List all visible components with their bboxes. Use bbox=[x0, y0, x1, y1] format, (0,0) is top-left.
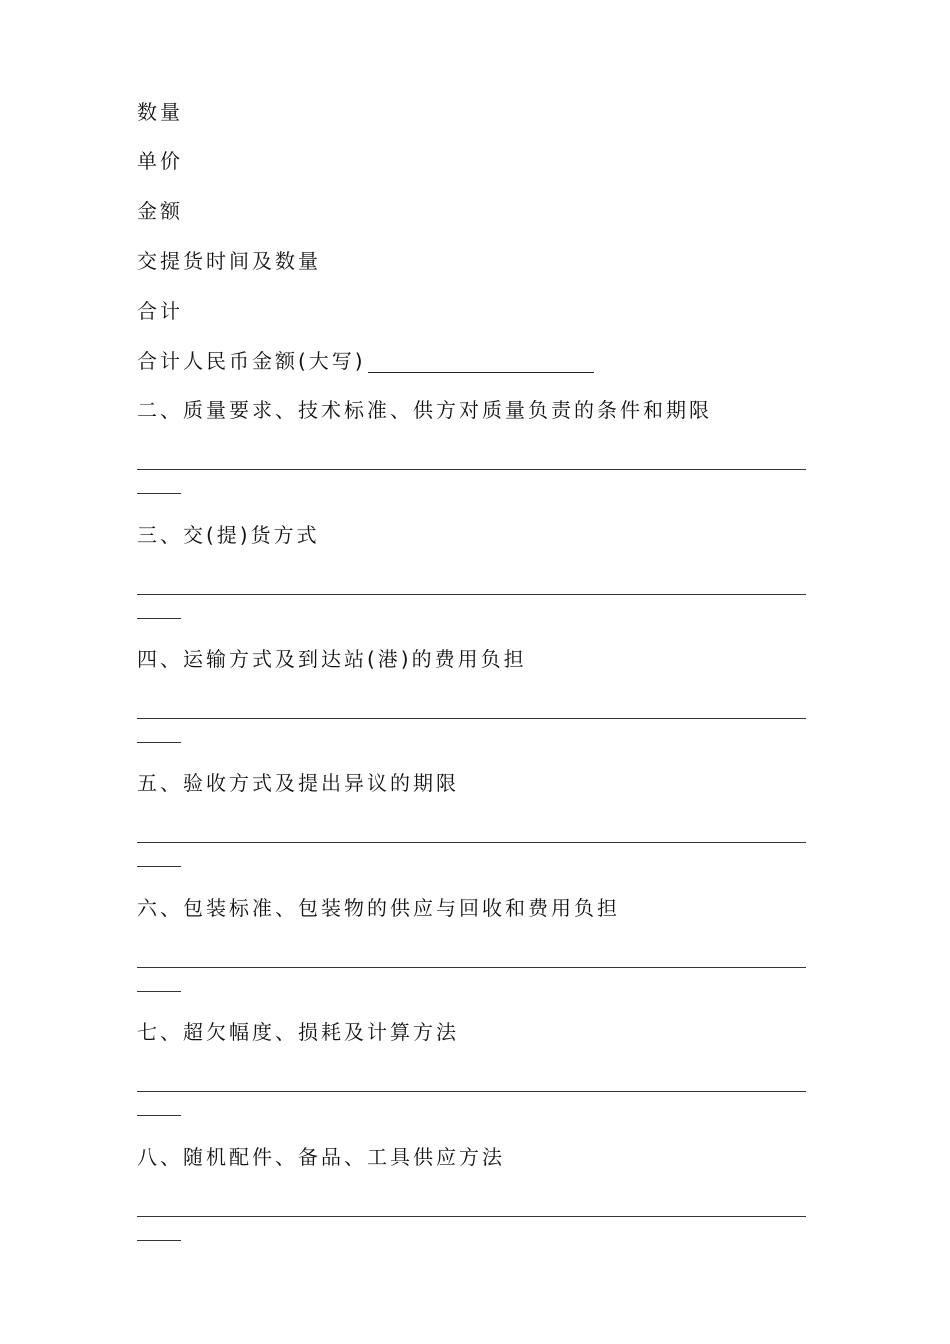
field-total: 合计 bbox=[137, 299, 183, 323]
field-total-rmb-label: 合计人民币金额(大写) bbox=[137, 349, 366, 373]
field-quantity: 数量 bbox=[137, 100, 183, 124]
field-delivery-time-qty: 交提货时间及数量 bbox=[137, 249, 321, 273]
section-4-fill-line-continued[interactable] bbox=[137, 742, 181, 743]
section-2-fill-line[interactable] bbox=[137, 469, 806, 470]
section-3-fill-line[interactable] bbox=[137, 594, 806, 595]
section-5-fill-line[interactable] bbox=[137, 842, 806, 843]
field-unit-price: 单价 bbox=[137, 149, 183, 173]
section-7-fill-line[interactable] bbox=[137, 1091, 806, 1092]
section-3-fill-line-continued[interactable] bbox=[137, 618, 181, 619]
section-8-fill-line-continued[interactable] bbox=[137, 1240, 181, 1241]
section-4-title: 四、运输方式及到达站(港)的费用负担 bbox=[137, 647, 527, 671]
section-6-fill-line-continued[interactable] bbox=[137, 991, 181, 992]
field-amount: 金额 bbox=[137, 199, 183, 223]
section-7-title: 七、超欠幅度、损耗及计算方法 bbox=[137, 1020, 459, 1044]
field-total-rmb-row bbox=[137, 349, 594, 373]
section-8-fill-line[interactable] bbox=[137, 1216, 806, 1217]
section-3-title: 三、交(提)货方式 bbox=[137, 523, 320, 547]
section-2-title: 二、质量要求、技术标准、供方对质量负责的条件和期限 bbox=[137, 398, 712, 422]
section-6-fill-line[interactable] bbox=[137, 967, 806, 968]
total-rmb-blank-line[interactable] bbox=[368, 354, 594, 373]
section-2-fill-line-continued[interactable] bbox=[137, 493, 181, 494]
section-5-title: 五、验收方式及提出异议的期限 bbox=[137, 771, 459, 795]
section-4-fill-line[interactable] bbox=[137, 718, 806, 719]
section-5-fill-line-continued[interactable] bbox=[137, 866, 181, 867]
section-6-title: 六、包装标准、包装物的供应与回收和费用负担 bbox=[137, 896, 620, 920]
section-7-fill-line-continued[interactable] bbox=[137, 1115, 181, 1116]
section-8-title: 八、随机配件、备品、工具供应方法 bbox=[137, 1145, 505, 1169]
